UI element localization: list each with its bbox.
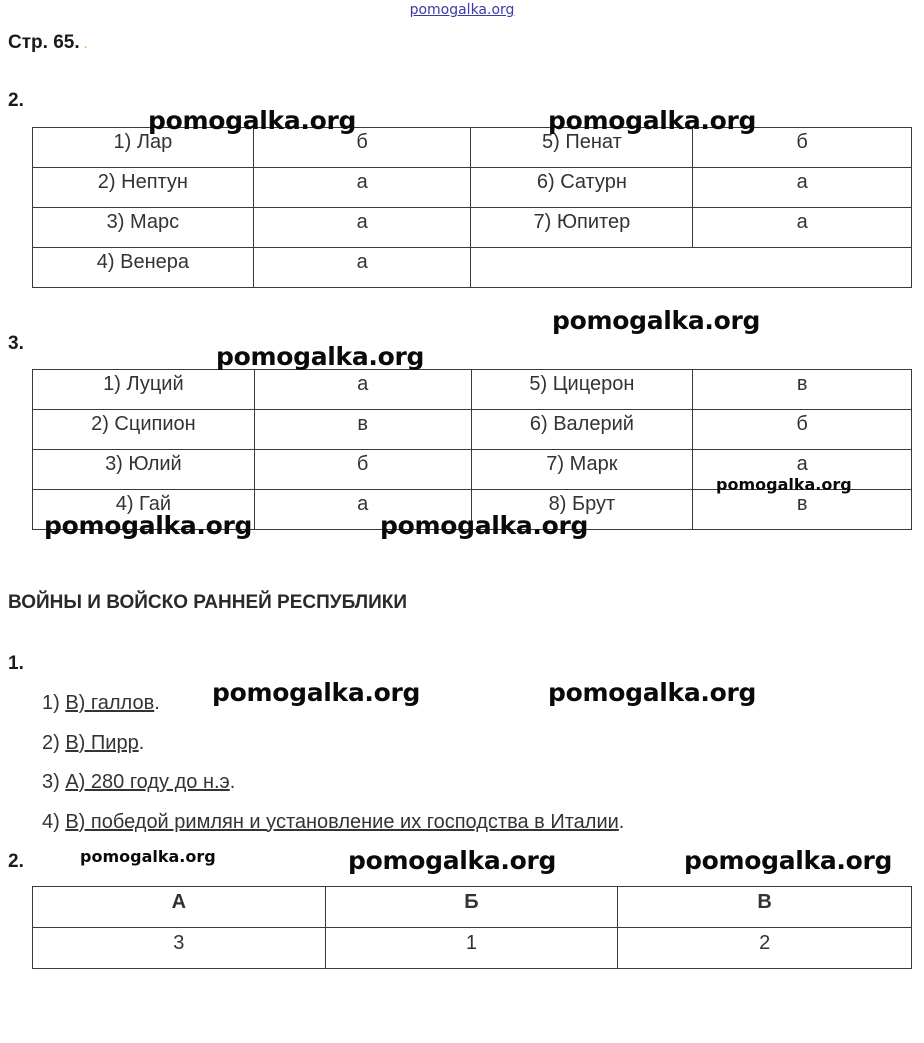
table-cell: 2 <box>618 928 912 969</box>
answer-suffix: . <box>154 692 160 714</box>
answer-text: В) Пирр <box>65 731 139 754</box>
watermark: pomogalka.org <box>548 678 757 707</box>
table-header-cell: Б <box>325 887 618 928</box>
watermark: pomogalka.org <box>548 106 757 135</box>
answer-suffix: . <box>618 810 625 833</box>
table-cell: б <box>693 128 912 168</box>
table-header-row <box>33 887 912 928</box>
answer-prefix: 3) <box>42 771 66 793</box>
task-number-1: 1. <box>8 653 24 674</box>
watermark: pomogalka.org <box>212 678 421 707</box>
table-cell: 8) Брут <box>471 490 693 530</box>
table-cell: а <box>693 208 912 248</box>
watermark: pomogalka.org <box>716 475 852 494</box>
answer-prefix: 2) <box>42 731 66 754</box>
answer-table-names <box>32 369 912 530</box>
answer-prefix: 1) <box>42 692 66 714</box>
table-cell: а <box>254 490 471 530</box>
task-number-2: 2. <box>8 90 24 111</box>
table-cell: б <box>253 128 471 168</box>
table-cell: а <box>253 208 471 248</box>
watermark: pomogalka.org <box>684 846 893 875</box>
watermark: pomogalka.org <box>552 306 761 335</box>
table-cell: б <box>254 450 471 490</box>
table-cell: 7) Марк <box>471 450 693 490</box>
table-header-cell: В <box>618 887 912 928</box>
task-number-3: 3. <box>8 333 24 354</box>
table-cell: 5) Пенат <box>471 128 693 168</box>
table-cell: а <box>693 450 912 490</box>
table-cell: 7) Юпитер <box>471 208 693 248</box>
table-cell: а <box>253 168 471 208</box>
answer-table-abv <box>32 886 912 969</box>
watermark: pomogalka.org <box>44 511 253 540</box>
table-row <box>33 928 912 969</box>
table-cell: 3 <box>33 928 326 969</box>
table-row <box>33 410 912 450</box>
page-label <box>8 32 88 54</box>
list-item <box>42 807 624 847</box>
table-row <box>33 248 912 288</box>
table-cell: 6) Валерий <box>471 410 693 450</box>
table-header-cell: А <box>33 887 326 928</box>
site-link[interactable]: pomogalka.org <box>409 2 515 18</box>
answer-text: А) 280 году до н.э <box>65 771 230 793</box>
table-cell: а <box>693 168 912 208</box>
table-cell: 1) Лар <box>33 128 254 168</box>
table-cell: в <box>693 490 912 530</box>
table-cell-empty <box>471 248 912 288</box>
watermark: pomogalka.org <box>80 847 216 866</box>
table-cell: а <box>254 370 471 410</box>
table-row <box>33 370 912 410</box>
task-number-2b: 2. <box>8 851 24 872</box>
list-item <box>42 767 624 807</box>
table-cell: а <box>253 248 471 288</box>
table-cell: 6) Сатурн <box>471 168 693 208</box>
table-cell: 1) Луций <box>33 370 255 410</box>
table-cell: 4) Гай <box>33 490 255 530</box>
list-item <box>42 728 624 768</box>
answer-table-gods <box>32 127 912 288</box>
table-cell: 3) Марс <box>33 208 254 248</box>
table-row <box>33 168 912 208</box>
table-cell: в <box>693 370 912 410</box>
watermark: pomogalka.org <box>348 846 557 875</box>
table-cell: б <box>693 410 912 450</box>
watermark: pomogalka.org <box>216 342 425 371</box>
section-heading: ВОЙНЫ И ВОЙСКО РАННЕЙ РЕСПУБЛИКИ <box>8 592 408 613</box>
answer-list <box>42 688 624 846</box>
table-cell: 4) Венера <box>33 248 254 288</box>
answer-suffix: . <box>229 771 236 793</box>
watermark: pomogalka.org <box>380 511 589 540</box>
table-cell: 3) Юлий <box>33 450 255 490</box>
table-cell: 2) Сципион <box>33 410 255 450</box>
table-cell: в <box>254 410 471 450</box>
watermark: pomogalka.org <box>148 106 357 135</box>
answer-text: В) галлов <box>65 692 155 714</box>
page-label-mark: . <box>83 35 88 51</box>
answer-prefix: 4) <box>42 810 66 833</box>
answer-suffix: . <box>138 731 145 754</box>
table-row <box>33 208 912 248</box>
table-cell: 5) Цицерон <box>471 370 693 410</box>
answer-text: В) победой римлян и установление их господства в Италии <box>65 810 619 833</box>
table-cell: 2) Нептун <box>33 168 254 208</box>
table-cell: 1 <box>325 928 618 969</box>
page-label-text: Стр. 65. <box>8 32 80 53</box>
